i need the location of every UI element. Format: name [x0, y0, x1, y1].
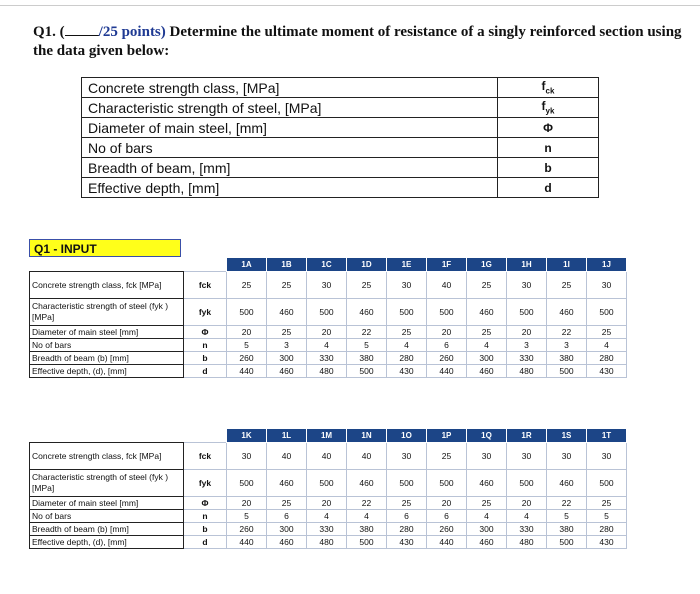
- table-cell: 380: [347, 523, 387, 536]
- table-cell: 280: [387, 523, 427, 536]
- table-cell: 500: [387, 299, 427, 326]
- table-cell: 6: [427, 510, 467, 523]
- table-cell: 440: [427, 536, 467, 549]
- table-cell: 500: [307, 470, 347, 497]
- question-number: Q1. (: [33, 24, 65, 40]
- row-label: Breadth of beam (b) [mm]: [30, 523, 184, 536]
- table-cell: 330: [307, 523, 347, 536]
- table-cell: 500: [587, 470, 627, 497]
- table-cell: 460: [267, 365, 307, 378]
- spec-symbol: [498, 178, 599, 198]
- spec-symbol-main: Φ: [543, 120, 553, 135]
- table-header-row: [30, 429, 627, 443]
- column-header: 1R: [507, 429, 547, 443]
- table-cell: 380: [347, 352, 387, 365]
- table-cell: 5: [547, 510, 587, 523]
- table-cell: 25: [227, 272, 267, 299]
- spec-label: Effective depth, [mm]: [82, 178, 498, 198]
- table-cell: 300: [467, 523, 507, 536]
- table-cell: 500: [507, 299, 547, 326]
- table-cell: 20: [307, 497, 347, 510]
- table-cell: 280: [387, 352, 427, 365]
- table-row: [30, 510, 627, 523]
- row-symbol: fck: [184, 443, 227, 470]
- spec-symbol: [498, 98, 599, 118]
- table-cell: 260: [427, 352, 467, 365]
- column-header: 1T: [587, 429, 627, 443]
- table-cell: 500: [387, 470, 427, 497]
- spec-symbol: [498, 118, 599, 138]
- spec-symbol-main: f: [541, 79, 546, 94]
- table-cell: 4: [507, 510, 547, 523]
- spec-symbol-sub: ck: [545, 86, 555, 96]
- table-cell: 4: [467, 510, 507, 523]
- header-blank: [30, 258, 184, 272]
- question-points: /25 points): [98, 24, 166, 40]
- table-cell: 5: [587, 510, 627, 523]
- table-cell: 480: [307, 365, 347, 378]
- table-cell: 25: [267, 272, 307, 299]
- table-cell: 430: [387, 365, 427, 378]
- table-cell: 460: [467, 470, 507, 497]
- table-cell: 20: [427, 497, 467, 510]
- table-cell: 30: [587, 443, 627, 470]
- table-cell: 6: [427, 339, 467, 352]
- row-label: Effective depth, (d), [mm]: [30, 365, 184, 378]
- table-cell: 22: [547, 326, 587, 339]
- table-row: [30, 365, 627, 378]
- table-cell: 500: [547, 365, 587, 378]
- table-cell: 25: [387, 497, 427, 510]
- question-body: Determine the ultimate moment of resistance of a singly reinforced section using the data given below:: [33, 24, 682, 59]
- table-cell: 22: [347, 326, 387, 339]
- input-table-2: [29, 428, 627, 549]
- table-cell: 30: [387, 272, 427, 299]
- table-cell: 430: [587, 365, 627, 378]
- column-header: 1J: [587, 258, 627, 272]
- spec-label: Concrete strength class, [MPa]: [82, 78, 498, 98]
- table-cell: 5: [227, 339, 267, 352]
- header-blank: [184, 429, 227, 443]
- spec-symbol-main: d: [544, 180, 552, 195]
- table-cell: 30: [587, 272, 627, 299]
- table-cell: 25: [347, 272, 387, 299]
- table-cell: 260: [227, 523, 267, 536]
- row-label: Concrete strength class, fck [MPa]: [30, 272, 184, 299]
- table-cell: 4: [307, 510, 347, 523]
- spec-label: Diameter of main steel, [mm]: [82, 118, 498, 138]
- spec-table: [81, 77, 599, 198]
- table-cell: 6: [387, 510, 427, 523]
- table-cell: 330: [507, 352, 547, 365]
- table-cell: 25: [467, 497, 507, 510]
- table-cell: 40: [267, 443, 307, 470]
- table-cell: 20: [507, 497, 547, 510]
- table-cell: 30: [307, 272, 347, 299]
- column-header: 1C: [307, 258, 347, 272]
- table-cell: 460: [467, 536, 507, 549]
- table-cell: 330: [507, 523, 547, 536]
- row-label: Effective depth, (d), [mm]: [30, 536, 184, 549]
- table-cell: 460: [267, 536, 307, 549]
- column-header: 1G: [467, 258, 507, 272]
- table-cell: 40: [347, 443, 387, 470]
- table-cell: 5: [347, 339, 387, 352]
- table-cell: 260: [227, 352, 267, 365]
- row-symbol: d: [184, 536, 227, 549]
- table-cell: 3: [547, 339, 587, 352]
- row-symbol: fyk: [184, 299, 227, 326]
- table-row: [30, 443, 627, 470]
- table-cell: 500: [307, 299, 347, 326]
- column-header: 1P: [427, 429, 467, 443]
- table-cell: 25: [427, 443, 467, 470]
- table-cell: 460: [347, 470, 387, 497]
- row-label: Characteristic strength of steel (fyk ) [MPa]: [30, 470, 184, 497]
- table-cell: 30: [387, 443, 427, 470]
- table-cell: 40: [307, 443, 347, 470]
- column-header: 1H: [507, 258, 547, 272]
- column-header: 1K: [227, 429, 267, 443]
- table-cell: 440: [227, 365, 267, 378]
- row-symbol: fck: [184, 272, 227, 299]
- table-cell: 30: [507, 272, 547, 299]
- table-row: [30, 339, 627, 352]
- row-symbol: Φ: [184, 497, 227, 510]
- table-cell: 22: [547, 497, 587, 510]
- table-cell: 280: [587, 352, 627, 365]
- input-header: Q1 - INPUT: [29, 239, 181, 257]
- table-cell: 500: [347, 536, 387, 549]
- table-cell: 30: [507, 443, 547, 470]
- table-cell: 460: [547, 299, 587, 326]
- table-cell: 5: [227, 510, 267, 523]
- table-cell: 300: [467, 352, 507, 365]
- table-cell: 4: [307, 339, 347, 352]
- column-header: 1S: [547, 429, 587, 443]
- table-cell: 6: [267, 510, 307, 523]
- top-divider: [0, 5, 700, 6]
- table-row: [30, 470, 627, 497]
- column-header: 1B: [267, 258, 307, 272]
- spec-symbol: [498, 78, 599, 98]
- table-cell: 20: [307, 326, 347, 339]
- table-cell: 430: [587, 536, 627, 549]
- spec-label: Breadth of beam, [mm]: [82, 158, 498, 178]
- table-cell: 30: [467, 443, 507, 470]
- table-cell: 440: [227, 536, 267, 549]
- column-header: 1I: [547, 258, 587, 272]
- row-label: Diameter of main steel [mm]: [30, 497, 184, 510]
- table-row: [30, 272, 627, 299]
- table-cell: 500: [587, 299, 627, 326]
- table-cell: 440: [427, 365, 467, 378]
- header-blank: [184, 258, 227, 272]
- table-cell: 460: [347, 299, 387, 326]
- table-cell: 25: [387, 326, 427, 339]
- spec-row: [82, 78, 599, 98]
- spec-symbol-main: b: [544, 160, 552, 175]
- table-cell: 460: [467, 365, 507, 378]
- table-cell: 500: [507, 470, 547, 497]
- table-cell: 300: [267, 523, 307, 536]
- table-cell: 380: [547, 352, 587, 365]
- spec-symbol-sub: yk: [545, 106, 555, 116]
- table-row: [30, 523, 627, 536]
- table-cell: 3: [507, 339, 547, 352]
- table-row: [30, 299, 627, 326]
- column-header: 1Q: [467, 429, 507, 443]
- table-cell: 25: [467, 326, 507, 339]
- table-cell: 25: [267, 497, 307, 510]
- table-cell: 4: [387, 339, 427, 352]
- table-cell: 260: [427, 523, 467, 536]
- column-header: 1A: [227, 258, 267, 272]
- spec-row: [82, 98, 599, 118]
- table-cell: 4: [467, 339, 507, 352]
- table-cell: 500: [347, 365, 387, 378]
- row-symbol: d: [184, 365, 227, 378]
- table-cell: 20: [227, 326, 267, 339]
- table-cell: 480: [507, 536, 547, 549]
- table-cell: 25: [587, 497, 627, 510]
- row-label: Characteristic strength of steel (fyk ) [MPa]: [30, 299, 184, 326]
- spec-symbol-main: n: [544, 140, 552, 155]
- spec-symbol: [498, 138, 599, 158]
- table-cell: 30: [547, 443, 587, 470]
- header-blank: [30, 429, 184, 443]
- row-label: Breadth of beam (b) [mm]: [30, 352, 184, 365]
- row-label: Diameter of main steel [mm]: [30, 326, 184, 339]
- table-cell: 25: [267, 326, 307, 339]
- table-cell: 480: [307, 536, 347, 549]
- row-symbol: Φ: [184, 326, 227, 339]
- table-cell: 500: [227, 470, 267, 497]
- table-row: [30, 326, 627, 339]
- spec-row: [82, 178, 599, 198]
- table-cell: 20: [427, 326, 467, 339]
- table-row: [30, 497, 627, 510]
- table-cell: 25: [547, 272, 587, 299]
- row-symbol: b: [184, 523, 227, 536]
- row-symbol: n: [184, 339, 227, 352]
- spec-label: No of bars: [82, 138, 498, 158]
- table-cell: 4: [347, 510, 387, 523]
- table-cell: 500: [547, 536, 587, 549]
- table-cell: 280: [587, 523, 627, 536]
- table-cell: 460: [547, 470, 587, 497]
- spec-row: [82, 158, 599, 178]
- column-header: 1N: [347, 429, 387, 443]
- table-cell: 460: [467, 299, 507, 326]
- table-cell: 3: [267, 339, 307, 352]
- table-cell: 500: [427, 299, 467, 326]
- spec-symbol-main: f: [541, 99, 546, 114]
- row-symbol: b: [184, 352, 227, 365]
- table-cell: 25: [467, 272, 507, 299]
- table-cell: 300: [267, 352, 307, 365]
- row-label: No of bars: [30, 510, 184, 523]
- column-header: 1F: [427, 258, 467, 272]
- table-header-row: [30, 258, 627, 272]
- table-cell: 500: [227, 299, 267, 326]
- spec-row: [82, 118, 599, 138]
- table-row: [30, 536, 627, 549]
- table-cell: 460: [267, 470, 307, 497]
- spec-row: [82, 138, 599, 158]
- row-label: Concrete strength class, fck [MPa]: [30, 443, 184, 470]
- table-cell: 380: [547, 523, 587, 536]
- table-cell: 30: [227, 443, 267, 470]
- column-header: 1L: [267, 429, 307, 443]
- input-table-1: [29, 257, 627, 378]
- table-cell: 4: [587, 339, 627, 352]
- table-cell: 20: [227, 497, 267, 510]
- spec-symbol: [498, 158, 599, 178]
- table-cell: 500: [427, 470, 467, 497]
- row-symbol: fyk: [184, 470, 227, 497]
- question-text: [33, 22, 683, 61]
- table-cell: 480: [507, 365, 547, 378]
- column-header: 1D: [347, 258, 387, 272]
- column-header: 1M: [307, 429, 347, 443]
- row-label: No of bars: [30, 339, 184, 352]
- table-cell: 460: [267, 299, 307, 326]
- table-cell: 330: [307, 352, 347, 365]
- points-blank: [65, 22, 99, 36]
- table-cell: 25: [587, 326, 627, 339]
- table-cell: 40: [427, 272, 467, 299]
- table-cell: 20: [507, 326, 547, 339]
- table-row: [30, 352, 627, 365]
- table-cell: 430: [387, 536, 427, 549]
- table-cell: 22: [347, 497, 387, 510]
- spec-label: Characteristic strength of steel, [MPa]: [82, 98, 498, 118]
- column-header: 1E: [387, 258, 427, 272]
- row-symbol: n: [184, 510, 227, 523]
- column-header: 1O: [387, 429, 427, 443]
